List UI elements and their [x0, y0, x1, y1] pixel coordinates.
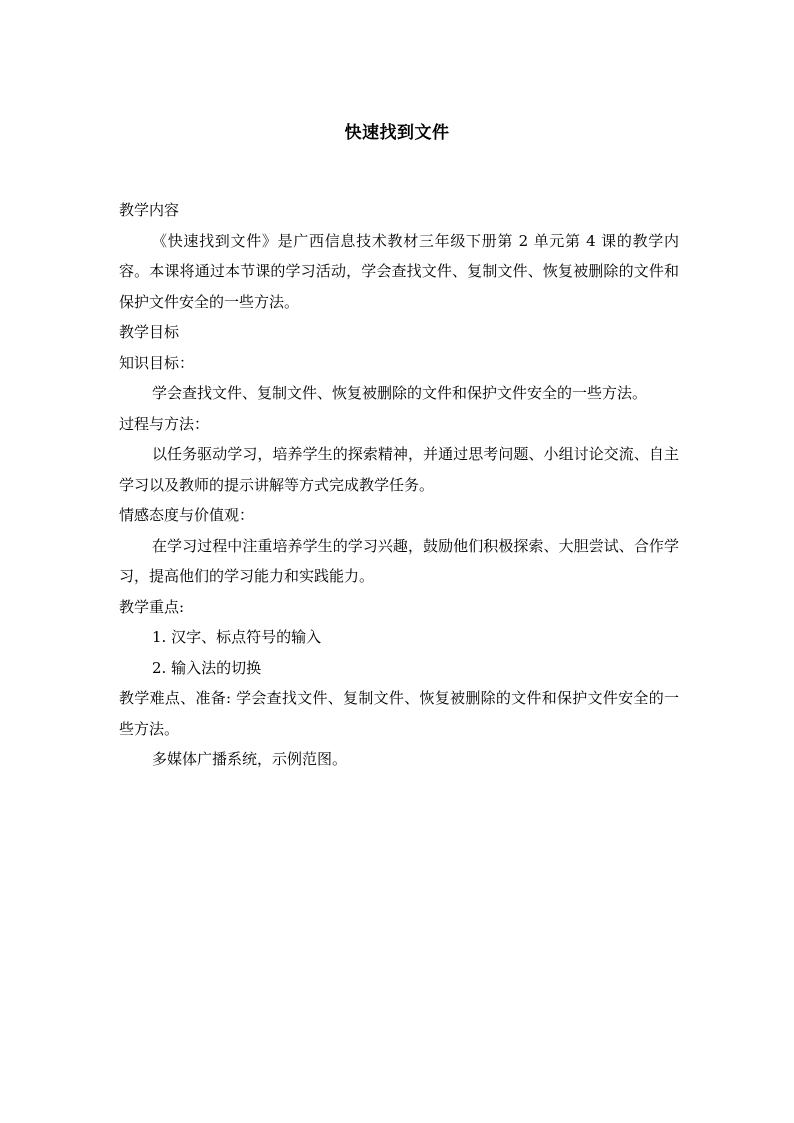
difficulty-paragraph: 教学难点、准备: 学会查找文件、复制文件、恢复被删除的文件和保护文件安全的一些方法。: [119, 689, 679, 738]
content-heading: 教学内容: [119, 201, 180, 219]
knowledge-heading: 知识目标：: [119, 353, 195, 372]
document-title: 快速找到文件: [344, 123, 450, 143]
attitude-heading: 情感态度与价值观：: [119, 506, 255, 524]
attitude-paragraph: 在学习过程中注重培养学生的学习兴趣，鼓励他们积极探索、大胆尝试、合作学习，提高他们的学习能力和实践能力。: [119, 536, 679, 585]
document-body: [119, 195, 679, 775]
keypoints-heading: 教学重点:: [119, 597, 185, 616]
process-heading: 过程与方法：: [119, 414, 210, 433]
knowledge-paragraph: 学会查找文件、复制文件、恢复被删除的文件和保护文件安全的一些方法。: [152, 384, 648, 402]
objectives-heading: 教学目标: [119, 323, 180, 341]
keypoint-item-1: 1. 汉字、标点符号的输入: [152, 628, 322, 646]
process-paragraph: 以任务驱动学习，培养学生的探索精神，并通过思考问题、小组讨论交流、自主学习以及教师的提示讲解等方式完成教学任务。: [119, 445, 679, 494]
preparation-paragraph: 多媒体广播系统，示例范图。: [152, 750, 348, 768]
keypoint-item-2: 2. 输入法的切换: [152, 658, 262, 677]
content-paragraph: 《快速找到文件》是广西信息技术教材三年级下册第 2 单元第 4 课的教学内容。本课将通过本节课的学习活动，学会查找文件、复制文件、恢复被删除的文件和保护文件安全的一些方法。: [119, 231, 679, 311]
